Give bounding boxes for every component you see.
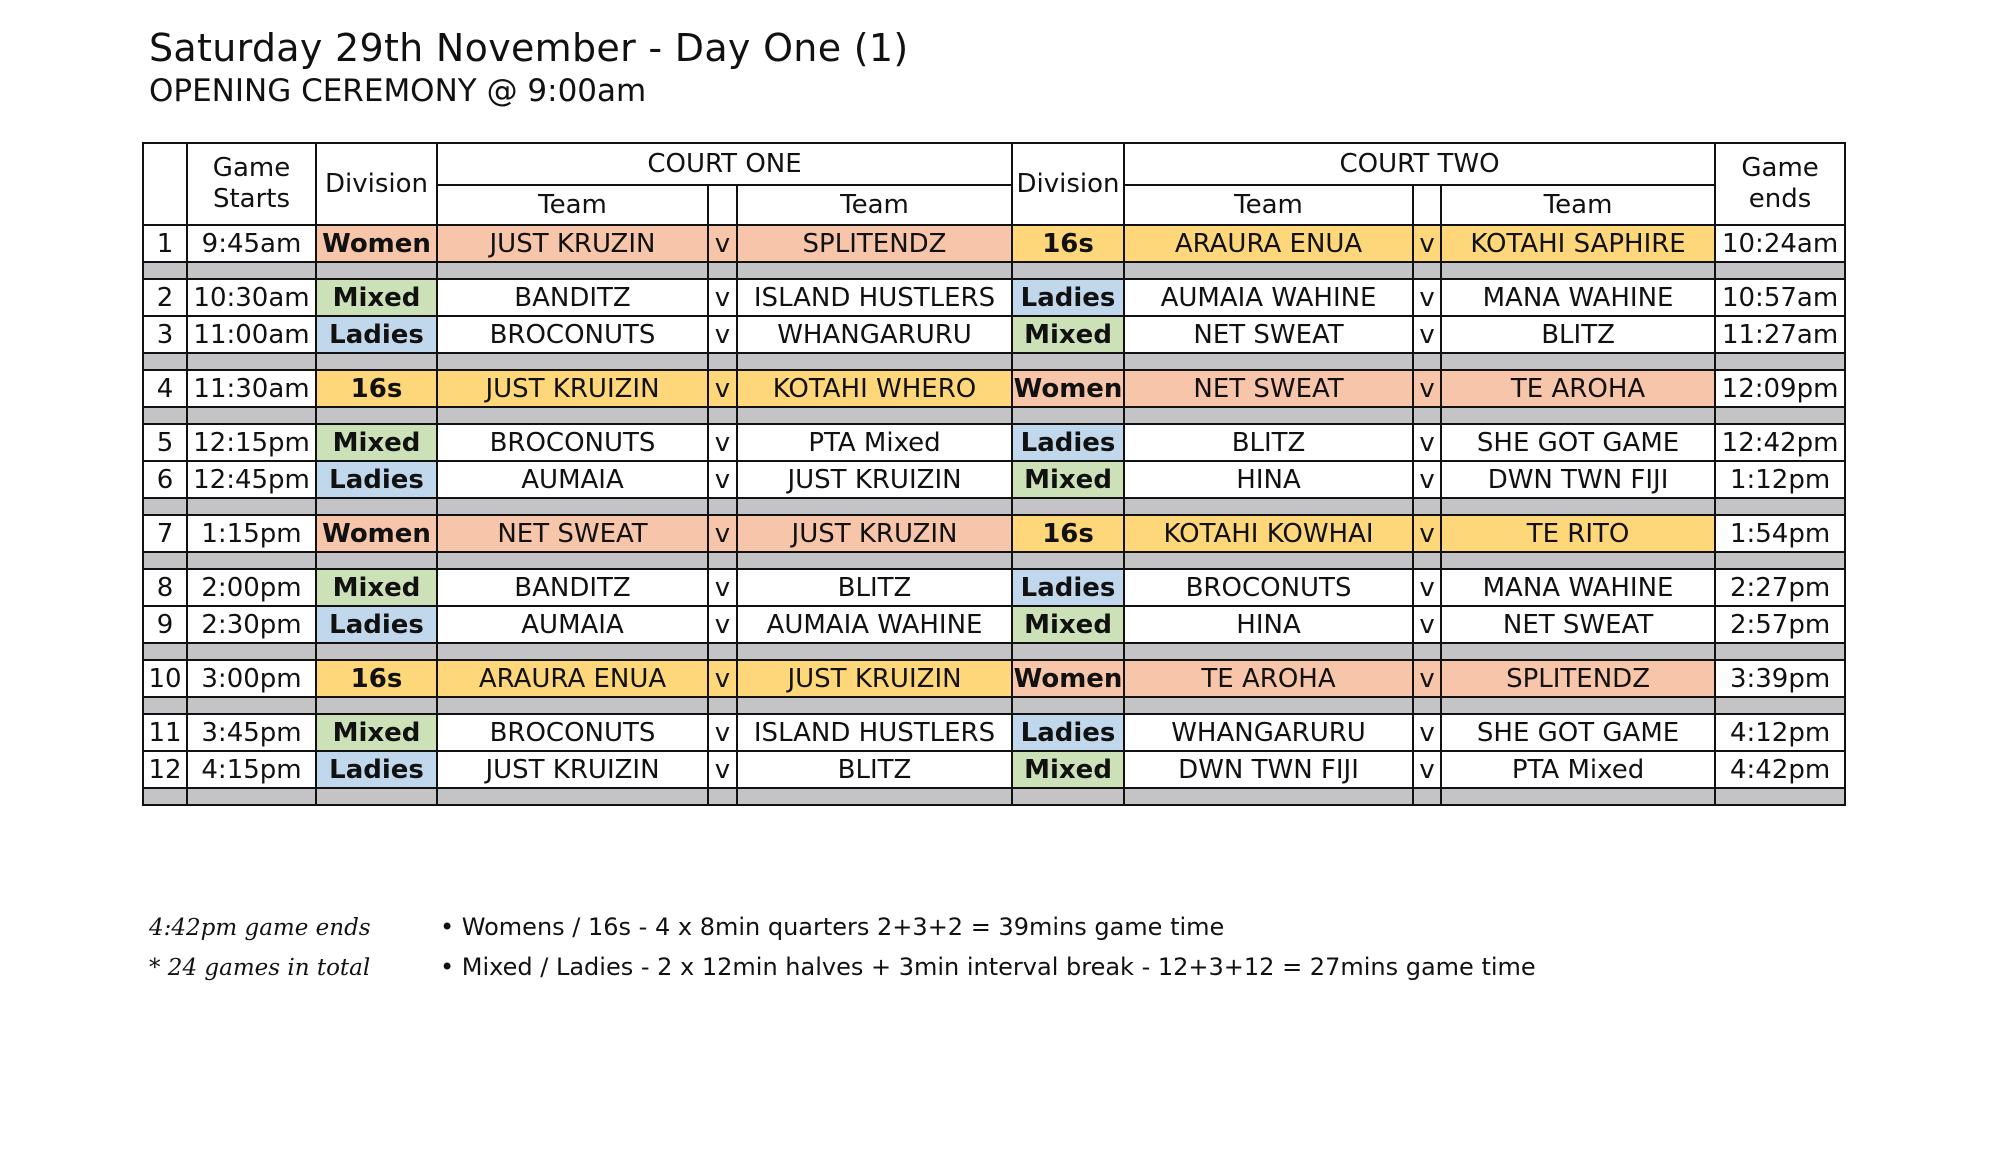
header-game-ends: Game ends xyxy=(1715,143,1845,225)
court-two-team-b: TE AROHA xyxy=(1441,370,1715,407)
game-number: 4 xyxy=(143,370,187,407)
game-end-time: 11:27am xyxy=(1715,316,1845,353)
court-two-versus: v xyxy=(1413,714,1441,751)
court-two-team-a: HINA xyxy=(1124,606,1413,643)
court-one-versus: v xyxy=(708,660,737,697)
game-number: 3 xyxy=(143,316,187,353)
court-two-team-a: DWN TWN FIJI xyxy=(1124,751,1413,788)
table-row xyxy=(143,424,1845,461)
court-two-team-a: BLITZ xyxy=(1124,424,1413,461)
table-row xyxy=(143,660,1845,697)
court-one-division: Ladies xyxy=(316,461,437,498)
court-two-team-a: NET SWEAT xyxy=(1124,316,1413,353)
court-two-team-b: SHE GOT GAME xyxy=(1441,424,1715,461)
game-number: 11 xyxy=(143,714,187,751)
game-end-time: 1:12pm xyxy=(1715,461,1845,498)
court-two-team-b: KOTAHI SAPHIRE xyxy=(1441,225,1715,262)
table-row xyxy=(143,515,1845,552)
court-one-team-b: AUMAIA WAHINE xyxy=(737,606,1012,643)
court-two-division: 16s xyxy=(1012,225,1124,262)
court-one-team-a: JUST KRUIZIN xyxy=(437,751,708,788)
court-two-division: Ladies xyxy=(1012,279,1124,316)
game-number: 2 xyxy=(143,279,187,316)
court-one-team-a: BANDITZ xyxy=(437,279,708,316)
separator-row xyxy=(143,697,1845,714)
court-one-team-a: BANDITZ xyxy=(437,569,708,606)
game-end-time: 12:42pm xyxy=(1715,424,1845,461)
header-division-court-one: Division xyxy=(316,143,437,225)
court-one-team-a: NET SWEAT xyxy=(437,515,708,552)
header-team-court-one-a: Team xyxy=(437,185,708,225)
game-start-time: 9:45am xyxy=(187,225,316,262)
court-two-versus: v xyxy=(1413,424,1441,461)
header-team-court-two-a: Team xyxy=(1124,185,1413,225)
court-two-division: Ladies xyxy=(1012,569,1124,606)
court-two-team-a: WHANGARURU xyxy=(1124,714,1413,751)
header-game-starts: Game Starts xyxy=(187,143,316,225)
separator-row xyxy=(143,643,1845,660)
court-two-team-a: TE AROHA xyxy=(1124,660,1413,697)
game-number: 12 xyxy=(143,751,187,788)
court-one-division: Women xyxy=(316,515,437,552)
court-two-team-b: BLITZ xyxy=(1441,316,1715,353)
game-end-time: 1:54pm xyxy=(1715,515,1845,552)
court-two-team-a: AUMAIA WAHINE xyxy=(1124,279,1413,316)
court-two-division: Women xyxy=(1012,370,1124,407)
game-end-time: 10:24am xyxy=(1715,225,1845,262)
court-one-team-b: BLITZ xyxy=(737,751,1012,788)
court-two-team-a: KOTAHI KOWHAI xyxy=(1124,515,1413,552)
court-two-versus: v xyxy=(1413,370,1441,407)
game-end-time: 12:09pm xyxy=(1715,370,1845,407)
court-two-division: Women xyxy=(1012,660,1124,697)
court-one-division: 16s xyxy=(316,370,437,407)
table-row xyxy=(143,714,1845,751)
court-one-team-a: BROCONUTS xyxy=(437,424,708,461)
court-two-team-a: BROCONUTS xyxy=(1124,569,1413,606)
court-one-team-a: BROCONUTS xyxy=(437,316,708,353)
court-one-team-b: JUST KRUIZIN xyxy=(737,461,1012,498)
header-team-court-two-b: Team xyxy=(1441,185,1715,225)
court-two-division: Mixed xyxy=(1012,461,1124,498)
court-one-division: Ladies xyxy=(316,751,437,788)
court-two-team-a: NET SWEAT xyxy=(1124,370,1413,407)
note-game-ends: 4:42pm game ends xyxy=(149,915,371,941)
court-one-versus: v xyxy=(708,569,737,606)
table-row xyxy=(143,279,1845,316)
court-two-team-b: SPLITENDZ xyxy=(1441,660,1715,697)
header-team-court-one-b: Team xyxy=(737,185,1012,225)
court-two-team-b: MANA WAHINE xyxy=(1441,569,1715,606)
game-end-time: 4:42pm xyxy=(1715,751,1845,788)
court-one-team-b: JUST KRUIZIN xyxy=(737,660,1012,697)
court-two-versus: v xyxy=(1413,461,1441,498)
court-one-versus: v xyxy=(708,714,737,751)
court-two-versus: v xyxy=(1413,751,1441,788)
schedule-table xyxy=(142,142,1846,806)
game-number: 8 xyxy=(143,569,187,606)
court-two-division: Ladies xyxy=(1012,714,1124,751)
court-two-division: 16s xyxy=(1012,515,1124,552)
court-two-team-b: NET SWEAT xyxy=(1441,606,1715,643)
court-two-team-b: TE RITO xyxy=(1441,515,1715,552)
court-one-team-a: AUMAIA xyxy=(437,606,708,643)
table-row xyxy=(143,370,1845,407)
court-two-versus: v xyxy=(1413,660,1441,697)
court-two-team-b: PTA Mixed xyxy=(1441,751,1715,788)
note-total-games: * 24 games in total xyxy=(149,955,371,981)
court-one-versus: v xyxy=(708,606,737,643)
court-two-versus: v xyxy=(1413,606,1441,643)
game-number: 6 xyxy=(143,461,187,498)
separator-row xyxy=(143,353,1845,370)
court-one-team-b: PTA Mixed xyxy=(737,424,1012,461)
court-one-versus: v xyxy=(708,225,737,262)
court-one-versus: v xyxy=(708,370,737,407)
game-number: 9 xyxy=(143,606,187,643)
court-one-team-a: BROCONUTS xyxy=(437,714,708,751)
game-start-time: 2:30pm xyxy=(187,606,316,643)
notes xyxy=(149,908,1536,988)
separator-row xyxy=(143,552,1845,569)
court-two-team-a: ARAURA ENUA xyxy=(1124,225,1413,262)
court-one-team-a: ARAURA ENUA xyxy=(437,660,708,697)
court-two-team-b: MANA WAHINE xyxy=(1441,279,1715,316)
game-number: 1 xyxy=(143,225,187,262)
game-start-time: 11:30am xyxy=(187,370,316,407)
court-one-team-b: ISLAND HUSTLERS xyxy=(737,279,1012,316)
table-row xyxy=(143,569,1845,606)
court-two-team-b: DWN TWN FIJI xyxy=(1441,461,1715,498)
game-start-time: 3:45pm xyxy=(187,714,316,751)
court-one-versus: v xyxy=(708,279,737,316)
game-number: 7 xyxy=(143,515,187,552)
court-one-division: Ladies xyxy=(316,316,437,353)
court-two-division: Ladies xyxy=(1012,424,1124,461)
header-court-two: COURT TWO xyxy=(1124,143,1715,185)
court-two-versus: v xyxy=(1413,279,1441,316)
game-end-time: 2:57pm xyxy=(1715,606,1845,643)
court-one-versus: v xyxy=(708,461,737,498)
court-one-team-a: AUMAIA xyxy=(437,461,708,498)
header-court-one: COURT ONE xyxy=(437,143,1012,185)
court-two-versus: v xyxy=(1413,569,1441,606)
court-one-team-b: BLITZ xyxy=(737,569,1012,606)
header-versus-court-one xyxy=(708,185,737,225)
game-start-time: 2:00pm xyxy=(187,569,316,606)
game-start-time: 12:45pm xyxy=(187,461,316,498)
court-two-versus: v xyxy=(1413,515,1441,552)
court-one-team-b: WHANGARURU xyxy=(737,316,1012,353)
game-end-time: 2:27pm xyxy=(1715,569,1845,606)
separator-row xyxy=(143,498,1845,515)
court-two-team-b: SHE GOT GAME xyxy=(1441,714,1715,751)
game-start-time: 3:00pm xyxy=(187,660,316,697)
table-row xyxy=(143,751,1845,788)
game-start-time: 1:15pm xyxy=(187,515,316,552)
court-two-versus: v xyxy=(1413,225,1441,262)
court-one-division: Mixed xyxy=(316,424,437,461)
court-one-team-b: SPLITENDZ xyxy=(737,225,1012,262)
court-one-team-b: ISLAND HUSTLERS xyxy=(737,714,1012,751)
separator-row xyxy=(143,262,1845,279)
court-one-versus: v xyxy=(708,316,737,353)
court-one-division: Mixed xyxy=(316,714,437,751)
court-one-team-a: JUST KRUZIN xyxy=(437,225,708,262)
game-start-time: 10:30am xyxy=(187,279,316,316)
court-two-team-a: HINA xyxy=(1124,461,1413,498)
game-number: 5 xyxy=(143,424,187,461)
game-start-time: 4:15pm xyxy=(187,751,316,788)
note-mixed-format: • Mixed / Ladies - 2 x 12min halves + 3min interval break - 12+3+12 = 27mins game time xyxy=(440,953,1536,981)
page-subtitle: OPENING CEREMONY @ 9:00am xyxy=(149,73,647,109)
court-two-versus: v xyxy=(1413,316,1441,353)
table-row xyxy=(143,606,1845,643)
header-versus-court-two xyxy=(1413,185,1441,225)
header-number xyxy=(143,143,187,225)
game-end-time: 4:12pm xyxy=(1715,714,1845,751)
court-one-division: Women xyxy=(316,225,437,262)
court-one-division: Mixed xyxy=(316,279,437,316)
court-one-division: Ladies xyxy=(316,606,437,643)
separator-row xyxy=(143,788,1845,805)
game-start-time: 12:15pm xyxy=(187,424,316,461)
game-end-time: 10:57am xyxy=(1715,279,1845,316)
table-row xyxy=(143,225,1845,262)
court-one-versus: v xyxy=(708,751,737,788)
court-two-division: Mixed xyxy=(1012,751,1124,788)
court-one-team-b: JUST KRUZIN xyxy=(737,515,1012,552)
header-division-court-two: Division xyxy=(1012,143,1124,225)
game-start-time: 11:00am xyxy=(187,316,316,353)
game-number: 10 xyxy=(143,660,187,697)
court-one-versus: v xyxy=(708,424,737,461)
court-two-division: Mixed xyxy=(1012,606,1124,643)
table-row xyxy=(143,461,1845,498)
game-end-time: 3:39pm xyxy=(1715,660,1845,697)
court-one-team-b: KOTAHI WHERO xyxy=(737,370,1012,407)
court-one-division: Mixed xyxy=(316,569,437,606)
court-one-division: 16s xyxy=(316,660,437,697)
table-row xyxy=(143,316,1845,353)
separator-row xyxy=(143,407,1845,424)
court-one-versus: v xyxy=(708,515,737,552)
note-womens-format: • Womens / 16s - 4 x 8min quarters 2+3+2 = 39mins game time xyxy=(440,913,1225,941)
court-one-team-a: JUST KRUIZIN xyxy=(437,370,708,407)
court-two-division: Mixed xyxy=(1012,316,1124,353)
page-title: Saturday 29th November - Day One (1) xyxy=(149,26,909,70)
